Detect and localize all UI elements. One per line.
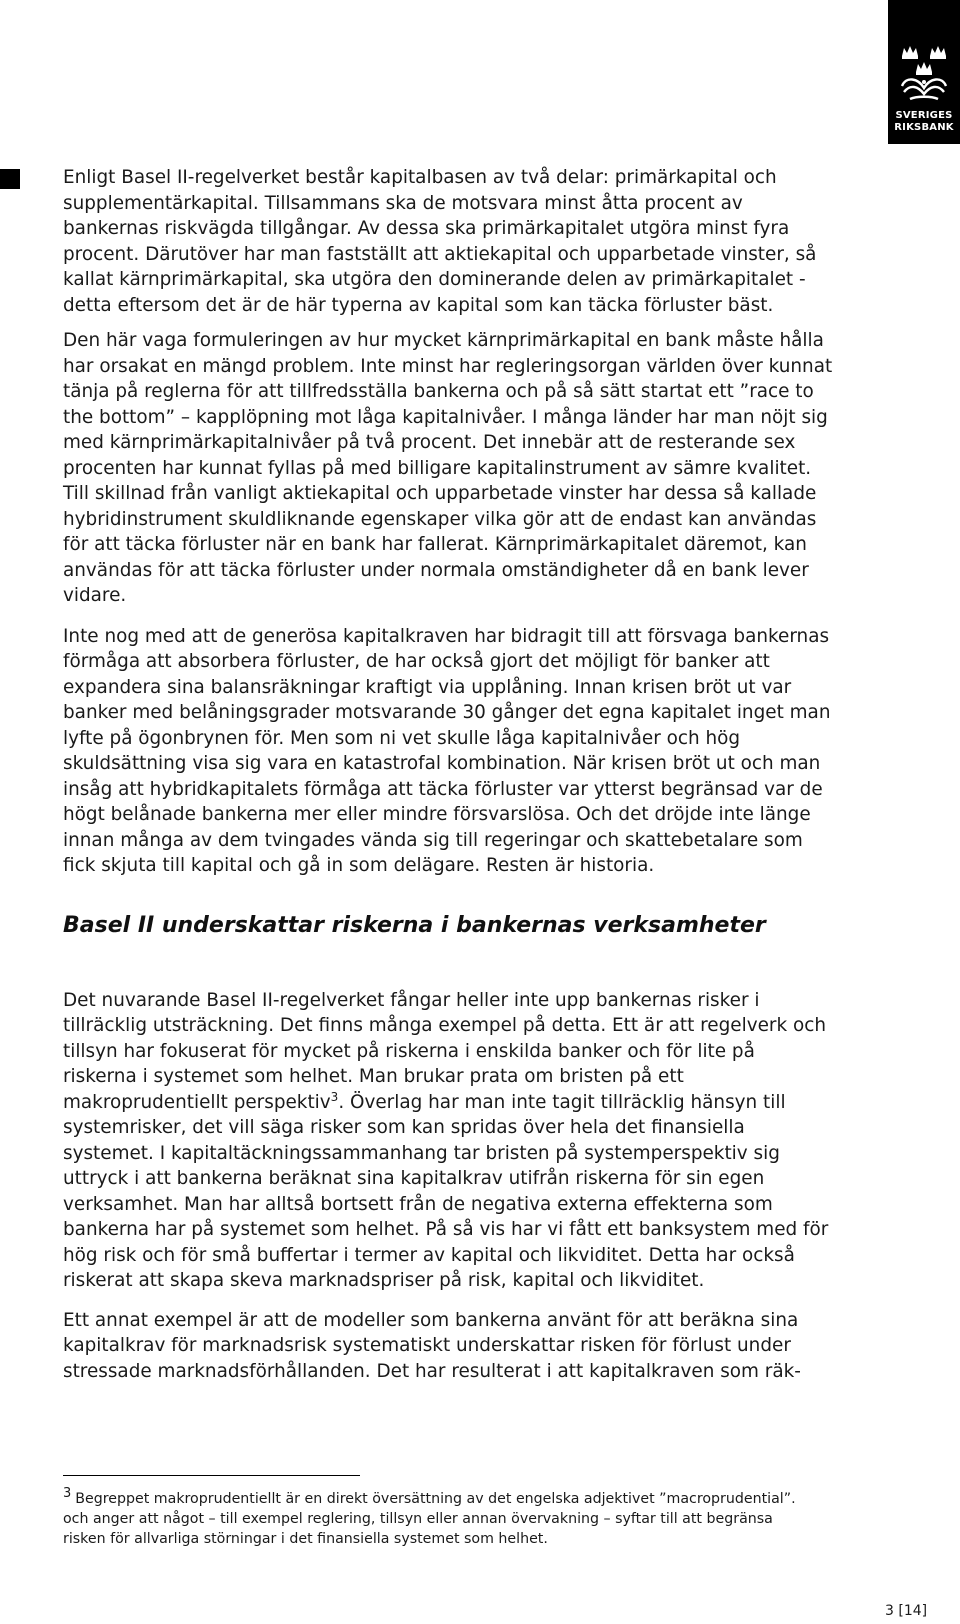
footnote-line-2: och anger att något – till exempel reglering, tillsyn eller annan övervakning – syftar till att begränsa [63,1511,773,1527]
footnote [63,1484,863,1549]
section-heading: Basel II underskattar riskerna i bankernas verksamheter [63,912,766,938]
footnote-divider [63,1475,360,1476]
paragraph-3: Inte nog med att de generösa kapitalkraven har bidragit till att försvaga bankernas förmåga att absorbera förluster, de har också gjort det möjligt för banker att expandera sina balansräkningar kraftigt via upplåning. Innan krisen bröt ut var banker med belåningsgrader motsvarande 30 gånger det egna kapitalet inget man lyfte på ögonbrynen för. Men som ni vet skulle låga kapitalnivåer och hög skuldsättning visa sig vara en katastrofal kombination. När krisen bröt ut och man insåg att hybridkapitalets förmåga att täcka förluster var ytterst begränsad var de högt belånade bankerna mer eller mindre försvarslösa. Och det dröjde inte länge innan många av dem tvingades vända sig till regeringar och skattebetalare som fick skjuta till kapital och gå in som delägare. Resten är historia. [63,625,831,876]
body-text [63,165,833,1384]
paragraph-2: Den här vaga formuleringen av hur mycket kärnprimärkapital en bank måste hålla har orsakat en mängd problem. Inte minst har regleringsorgan världen över kunnat tänja på reglerna för att tillfredsställa bankerna och på så sätt startat ett ”race to the bottom” – kapplöpning mot låga kapitalnivåer. I många länder har man nöjt sig med kärnprimärkapitalnivåer på två procent. Det innebär att de resterande sex procenten har kunnat fyllas på med billigare kapitalinstrument av sämre kvalitet. Till skillnad från vanligt aktiekapital och upparbetade vinster har dessa så kallade hybridinstrument skuldliknande egenskaper vilka gör att de endast kan användas för att täcka förluster när en bank har fallerat. Kärnprimärkapitalet däremot, kan användas för att täcka förluster under normala omständigheter då en bank lever vidare. [63,330,833,606]
paragraph-4 [63,988,833,1294]
footnote-text-1: Begreppet makroprudentiellt är en direkt översättning av det engelska adjektivet ”macroprudential”. [75,1491,796,1507]
page-number: 3 [14] [885,1603,928,1619]
paragraph-1: Enligt Basel II-regelverket består kapitalbasen av två delar: primärkapital och supplementärkapital. Tillsammans ska de motsvara minst åtta procent av bankernas riskvägda tillgångar. Av dessa ska primärkapitalet utgöra minst fyra procent. Därutöver har man fastställt att aktiekapital och upparbetade vinster, så kallat kärnprimärkapital, ska utgöra den dominerande delen av primärkapitalet - detta eftersom det är de här typerna av kapital som kan täcka förluster bäst. [63,167,817,316]
footnote-reference[interactable]: 3 [330,1089,339,1104]
section-marker [0,169,20,189]
paragraph-5: Ett annat exempel är att de modeller som bankerna använt för att beräkna sina kapitalkrav för marknadsrisk systematiskt underskattar risken för förlust under stressade marknadsförhållanden. Det har resulterat i att kapitalkraven som räk- [63,1309,801,1382]
footnote-line-1 [63,1484,863,1509]
footnote-line-3: risken för allvarliga störningar i det finansiella systemet som helhet. [63,1531,548,1547]
logo-text-line1: SVERIGES [895,110,953,121]
crown-emblem-icon [896,42,952,104]
riksbank-logo [888,0,960,144]
paragraph-4-start: Det nuvarande Basel II-regelverket fångar heller inte upp bankernas risker i tillräcklig utsträckning. Det finns många exempel på detta. Ett är att regelverk och tillsyn har fokuserat för mycket på riskerna i enskilda banker och för lite på riskerna i systemet som helhet. Man brukar prata om bristen på ett makroprudentiellt perspektiv [63,989,826,1113]
logo-text-line2: RIKSBANK [894,122,954,133]
logo-wordmark [894,110,953,134]
paragraph-4-end: . Överlag har man inte tagit tillräcklig hänsyn till systemrisker, det vill säga risker som kan spridas över hela det finansiella systemet. I kapitaltäckningssammanhang tar bristen på systemperspektiv sig uttryck i att bankerna beräknat sina kapitalkrav utifrån riskerna för sin egen verksamhet. Man har alltså bortsett från de negativa externa effekterna som bankerna har på systemet som helhet. På så vis har vi fått ett banksystem med för hög risk och för små buffertar i termer av kapital och likviditet. Detta har också riskerat att skapa skeva marknadspriser på risk, kapital och likviditet. [63,1091,829,1291]
footnote-number: 3 [63,1486,72,1501]
